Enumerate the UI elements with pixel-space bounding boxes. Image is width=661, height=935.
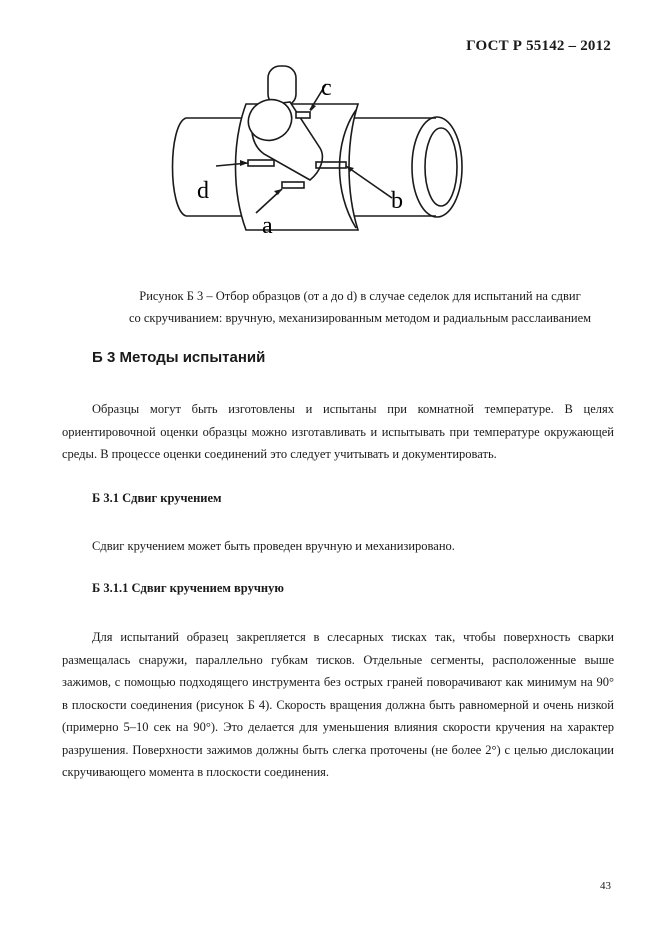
figure-caption-line2: со скручиванием: вручную, механизированным методом и радиальным расслаиванием xyxy=(128,311,592,325)
paragraph-3-1-1: Для испытаний образец закрепляется в слесарных тисках так, чтобы поверхность сварки размещалась снаружи, параллельно губкам тисков. Отдельные сегменты, расположенные выше зажимов, с помощью подходящего инструмента без острых граней поворачивают как минимум на 90° в плоскости соединения (рисунок Б 4). Скорость вращения должна быть равномерной и очень низкой (примерно 5–10 сек на 90°). Это делается для уменьшения влияния скорости кручения на характер разрушения. Поверхности зажимов должны быть слегка проточены (не более 2°) с целью дислокации скручивающего момента в плоскости соединения. xyxy=(62,630,614,779)
page-number: 43 xyxy=(600,880,611,892)
pipe-left-end xyxy=(173,118,187,216)
subsection-heading-3-1: Б 3.1 Сдвиг кручением xyxy=(92,491,222,505)
specimen-c xyxy=(296,112,310,118)
pipe-bore xyxy=(425,128,457,206)
saddle-specimen-figure xyxy=(160,62,480,242)
label-b: b xyxy=(391,188,403,214)
paragraph-intro: Образцы могут быть изготовлены и испытаны при комнатной температуре. В целях ориентировочной оценки образцы можно изготавливать и испытывать при температуре окружающей среды. В процессе оценки соединений это следует учитывать и документировать. xyxy=(62,402,614,461)
pipe-right-end xyxy=(412,117,462,217)
label-c: c xyxy=(321,75,332,101)
label-a: a xyxy=(262,213,273,239)
subsection-heading-3-1-1: Б 3.1.1 Сдвиг кручением вручную xyxy=(92,581,284,595)
document-header: ГОСТ Р 55142 – 2012 xyxy=(466,38,611,54)
section-heading: Б 3 Методы испытаний xyxy=(92,349,266,366)
figure-caption-line1: Рисунок Б 3 – Отбор образцов (от a до d) в случае седелок для испытаний на сдвиг xyxy=(139,289,581,303)
label-d: d xyxy=(197,178,209,204)
paragraph-3-1: Сдвиг кручением может быть проведен вручную и механизировано. xyxy=(92,539,455,553)
